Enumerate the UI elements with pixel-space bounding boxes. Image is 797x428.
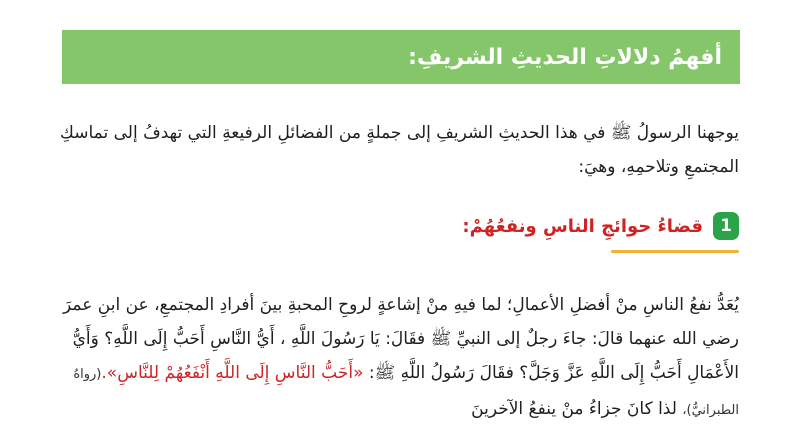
subsection-title: قضاءُ حوائجِ الناسِ ونفعُهُمْ: xyxy=(462,215,703,237)
subsection-heading xyxy=(462,212,739,240)
subsection-number-badge: 1 xyxy=(713,212,739,240)
hadith-quote: «أَحَبُّ النَّاسِ إِلَى اللَّهِ أَنْفَعُهُمْ لِلنَّاسِ». xyxy=(101,363,364,383)
body-text-part1: يُعَدُّ نفعُ الناسِ منْ أفضلِ الأعمالِ؛ لما فيهِ منْ إشاعةٍ لروحِ المحبةِ بينَ أفرادِ المجتمعِ، عن ابنِ عمرَ رضي الله عنهما قالَ: جاءَ رجلٌ إلى النبيِّ ﷺ فقَالَ: يَا رَسُولَ اللَّهِ ، أَيُّ النَّاسِ أَحَبُّ إِلَى اللَّهِ؟ وَأَيُّ الأَعْمَالِ أَحَبُّ إِلَى اللَّهِ عَزَّ وَجَلَّ؟ فقَالَ رَسُولُ اللَّهِ ﷺ: xyxy=(63,295,739,383)
section-header-title: أفهمُ دلالاتِ الحديثِ الشريفِ: xyxy=(408,44,722,70)
intro-paragraph: يوجهنا الرسولُ ﷺ في هذا الحديثِ الشريفِ إلى جملةٍ من الفضائلِ الرفيعةِ التي تهدفُ إلى تماسكِ المجتمعِ وتلاحمِهِ، وهيَ: xyxy=(59,123,739,177)
subsection-underline xyxy=(611,250,739,253)
body-paragraph xyxy=(59,288,739,428)
section-header-banner xyxy=(62,30,740,84)
hadith-source: (رواهُ الطبرانيُّ)، xyxy=(73,367,739,418)
body-text-part2: لذا كانَ جزاءُ منْ ينفعُ الآخرينَ xyxy=(471,399,677,419)
